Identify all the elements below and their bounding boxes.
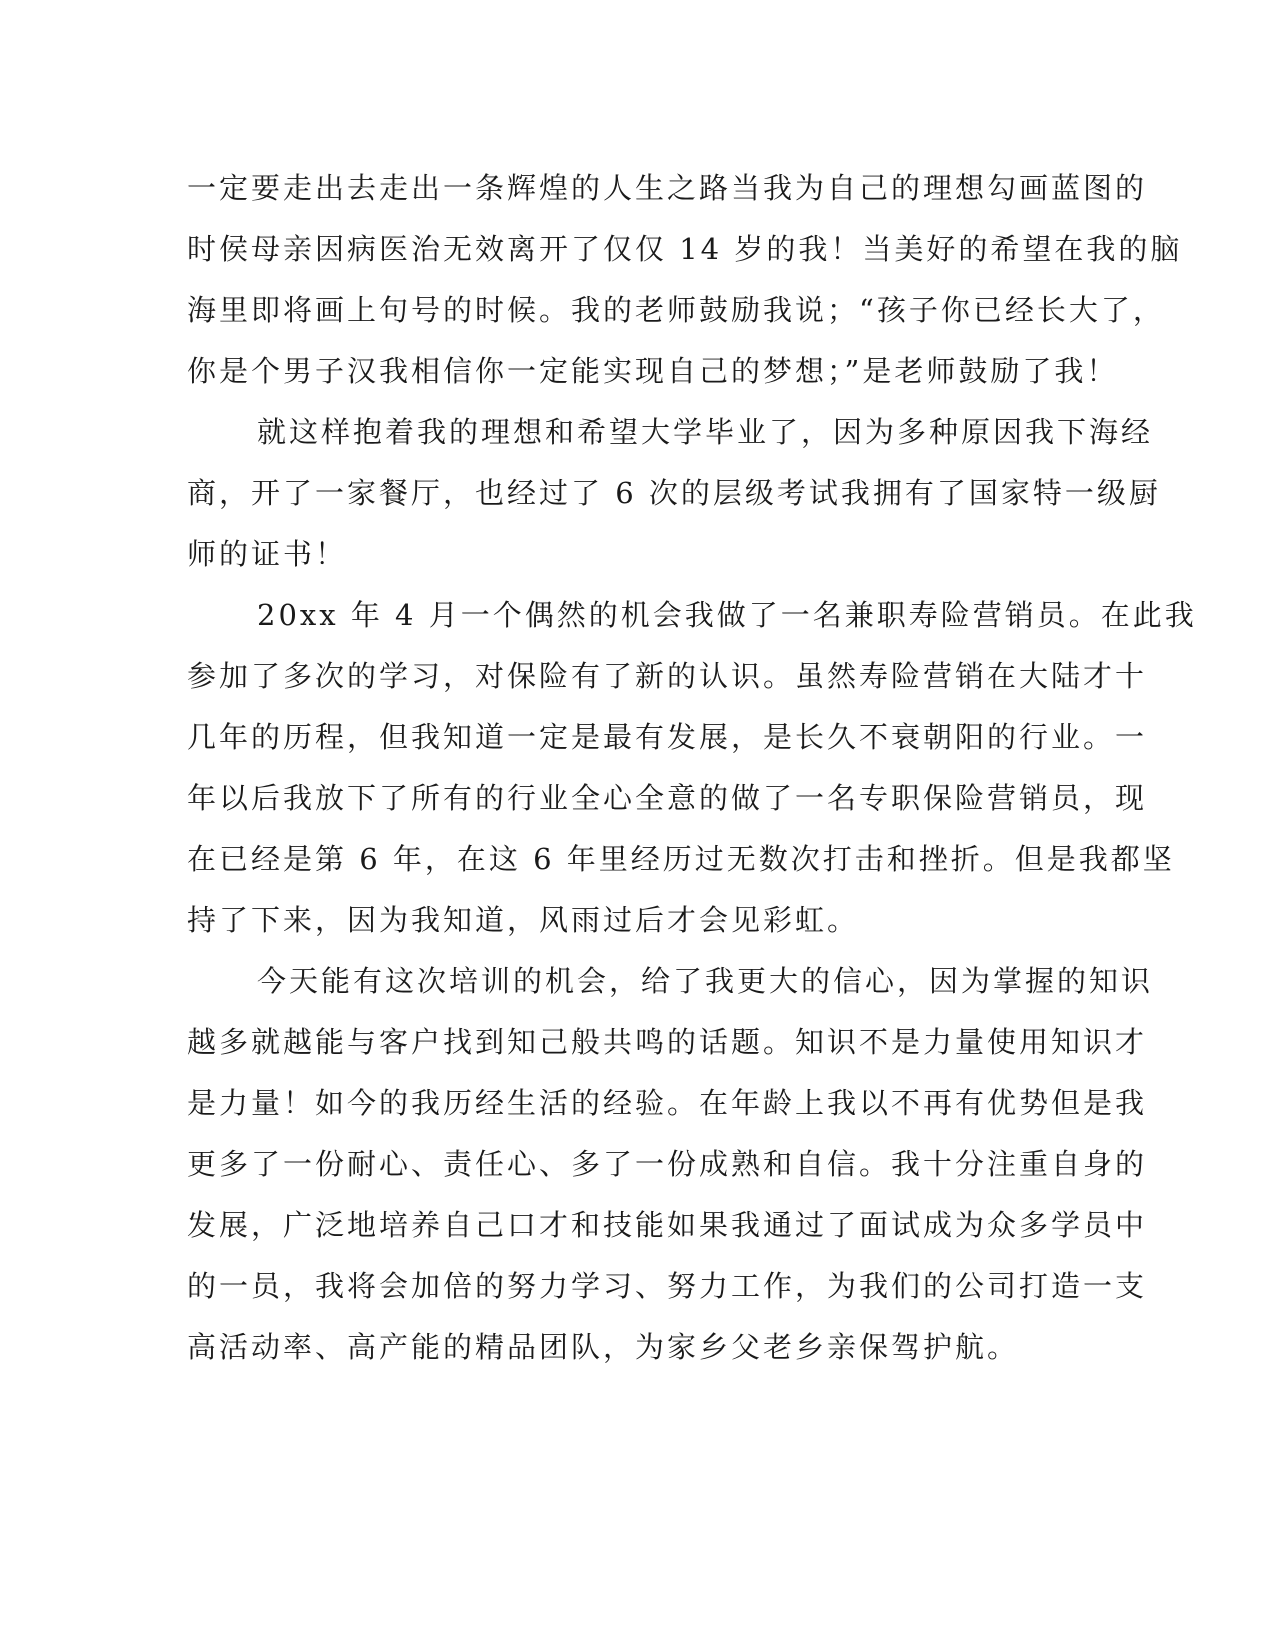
paragraph-first-line: 就这样抱着我的理想和希望大学毕业了，因为多种原因我下海经 xyxy=(257,415,1154,449)
text-line: 更多了一份耐心、责任心、多了一份成熟和自信。我十分注重自身的 xyxy=(187,1147,1148,1181)
text-line: 几年的历程，但我知道一定是最有发展，是长久不衰朝阳的行业。一 xyxy=(187,720,1148,754)
text-line: 时侯母亲因病医治无效离开了仅仅 14 岁的我！当美好的希望在我的脑 xyxy=(187,232,1183,266)
text-line: 海里即将画上句号的时候。我的老师鼓励我说；“孩子你已经长大了， xyxy=(187,293,1165,327)
text-line: 越多就越能与客户找到知己般共鸣的话题。知识不是力量使用知识才 xyxy=(187,1025,1148,1059)
paragraph-first-line: 今天能有这次培训的机会，给了我更大的信心，因为掌握的知识 xyxy=(257,964,1154,998)
text-line: 发展，广泛地培养自己口才和技能如果我通过了面试成为众多学员中 xyxy=(187,1208,1148,1242)
text-line: 商，开了一家餐厅，也经过了 6 次的层级考试我拥有了国家特一级厨 xyxy=(187,476,1161,510)
text-line: 在已经是第 6 年，在这 6 年里经历过无数次打击和挫折。但是我都坚 xyxy=(187,842,1175,876)
text-line: 年以后我放下了所有的行业全心全意的做了一名专职保险营销员，现 xyxy=(187,781,1148,815)
text-line: 参加了多次的学习，对保险有了新的认识。虽然寿险营销在大陆才十 xyxy=(187,659,1148,693)
text-line: 你是个男子汉我相信你一定能实现自己的梦想；”是老师鼓励了我！ xyxy=(187,354,1119,388)
body-text xyxy=(187,158,1197,1378)
paragraph-first-line: 20xx 年 4 月一个偶然的机会我做了一名兼职寿险营销员。在此我 xyxy=(257,598,1197,632)
text-line: 是力量！如今的我历经生活的经验。在年龄上我以不再有优势但是我 xyxy=(187,1086,1148,1120)
text-line: 持了下来，因为我知道，风雨过后才会见彩虹。 xyxy=(187,903,860,937)
text-line: 的一员，我将会加倍的努力学习、努力工作，为我们的公司打造一支 xyxy=(187,1269,1148,1303)
text-line: 一定要走出去走出一条辉煌的人生之路当我为自己的理想勾画蓝图的 xyxy=(187,171,1148,205)
text-line: 师的证书！ xyxy=(187,537,348,571)
text-line: 高活动率、高产能的精品团队，为家乡父老乡亲保驾护航。 xyxy=(187,1330,1020,1364)
